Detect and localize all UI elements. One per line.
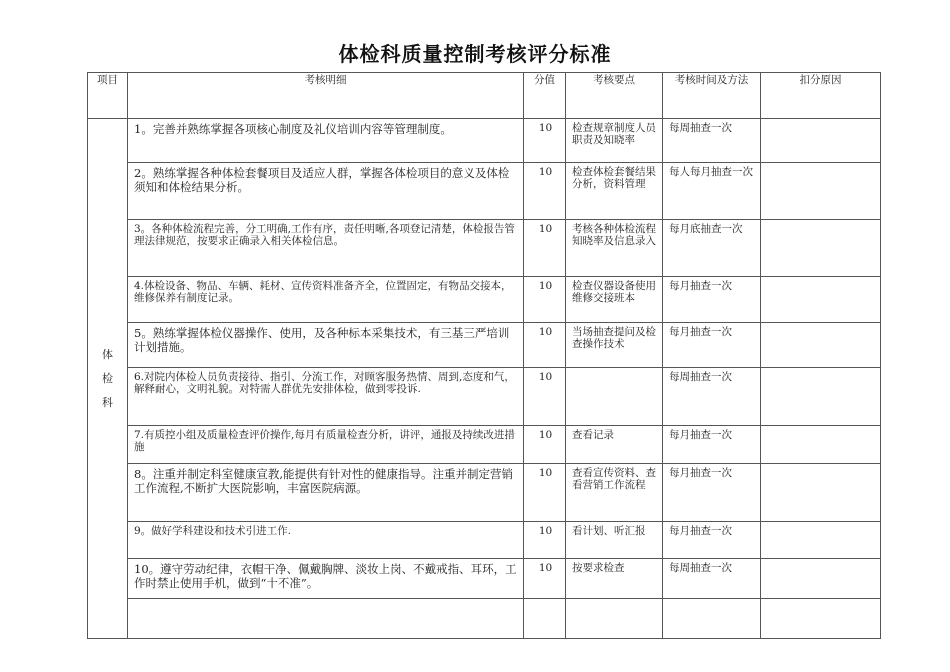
score-cell: 10: [524, 464, 566, 522]
deduction-cell: [761, 163, 881, 220]
header-time-method: 考核时间及方法: [663, 73, 761, 119]
detail-cell: 2。熟练掌握各种体检套餐项目及适应人群，掌握各体检项目的意义及体检须知和体检结果分析。: [128, 163, 524, 220]
points-cell: 检查体检套餐结果分析，资料管理: [566, 163, 663, 220]
detail-cell: 7.有质控小组及质量检查评价操作,每月有质量检查分析，讲评，通报及持续改进措施: [128, 426, 524, 464]
score-cell: 10: [524, 277, 566, 323]
method-cell: 每周抽查一次: [663, 368, 761, 426]
detail-cell: 3。各种体检流程完善，分工明确,工作有序，责任明晰,各项登记清楚，体检报告管理法律规范，按要求正确录入相关体检信息。: [128, 220, 524, 277]
table-row: [88, 464, 881, 522]
deduction-cell: [761, 464, 881, 522]
table-row: [88, 119, 881, 163]
method-cell: 每月抽查一次: [663, 323, 761, 368]
points-cell: 检查规章制度人员职责及知晓率: [566, 119, 663, 163]
deduction-cell: [761, 119, 881, 163]
header-points: 考核要点: [566, 73, 663, 119]
score-cell: [524, 599, 566, 639]
score-cell: 10: [524, 119, 566, 163]
table-row: [88, 426, 881, 464]
deduction-cell: [761, 559, 881, 599]
deduction-cell: [761, 426, 881, 464]
score-cell: 10: [524, 559, 566, 599]
points-cell: [566, 368, 663, 426]
method-cell: [663, 599, 761, 639]
header-score: 分值: [524, 73, 566, 119]
method-cell: 每月抽查一次: [663, 464, 761, 522]
department-label: 体检科: [102, 347, 113, 409]
points-cell: [566, 599, 663, 639]
header-detail: 考核明细: [128, 73, 524, 119]
table-row: [88, 522, 881, 559]
deduction-cell: [761, 277, 881, 323]
method-cell: 每月抽查一次: [663, 426, 761, 464]
page-title: 体检科质量控制考核评分标准: [338, 42, 612, 66]
points-cell: 当场抽查提问及检查操作技术: [566, 323, 663, 368]
detail-cell: 4.体检设备、物品、车辆、耗材、宣传资料准备齐全，位置固定，有物品交接本， 维修保养有制度记录。: [128, 277, 524, 323]
points-cell: 查看宣传资料、查看营销工作流程: [566, 464, 663, 522]
table-row: [88, 220, 881, 277]
points-cell: 检查仪器设备使用维修交接班本: [566, 277, 663, 323]
detail-cell: 8。注重并制定科室健康宣教,能提供有针对性的健康指导。注重并制定营销工作流程,不断扩大医院影响，丰富医院病源。: [128, 464, 524, 522]
score-cell: 10: [524, 220, 566, 277]
department-cell: [88, 119, 128, 639]
deduction-cell: [761, 220, 881, 277]
method-cell: 每周抽查一次: [663, 559, 761, 599]
detail-cell: 6.对院内体检人员负责接待、指引、分流工作，对顾客服务热情、周到,态度和气，解释耐心，文明礼貌。对特需人群优先安排体检，做到零投诉.: [128, 368, 524, 426]
table-row: [88, 368, 881, 426]
score-cell: 10: [524, 368, 566, 426]
points-cell: 考核各种体检流程知晓率及信息录入: [566, 220, 663, 277]
detail-cell: [128, 599, 524, 639]
header-item: 项目: [88, 73, 128, 119]
score-cell: 10: [524, 522, 566, 559]
table-header-row: [88, 73, 881, 119]
header-deduction: 扣分原因: [761, 73, 881, 119]
table-row: [88, 323, 881, 368]
method-cell: 每人每月抽查一次: [663, 163, 761, 220]
deduction-cell: [761, 323, 881, 368]
method-cell: 每月底抽查一次: [663, 220, 761, 277]
score-cell: 10: [524, 426, 566, 464]
scoring-table: [87, 72, 881, 639]
detail-cell: 10。遵守劳动纪律，衣帽干净、佩戴胸牌、淡妆上岗、不戴戒指、耳环，工作时禁止使用手机，做到“十不准”。: [128, 559, 524, 599]
method-cell: 每月抽查一次: [663, 522, 761, 559]
deduction-cell: [761, 522, 881, 559]
deduction-cell: [761, 599, 881, 639]
points-cell: 看计划、听汇报: [566, 522, 663, 559]
points-cell: 按要求检查: [566, 559, 663, 599]
table-row: [88, 163, 881, 220]
score-cell: 10: [524, 163, 566, 220]
table-row: [88, 599, 881, 639]
detail-cell: 9。做好学科建设和技术引进工作.: [128, 522, 524, 559]
deduction-cell: [761, 368, 881, 426]
detail-cell: 1。完善并熟练掌握各项核心制度及礼仪培训内容等管理制度。: [128, 119, 524, 163]
table-row: [88, 559, 881, 599]
score-cell: 10: [524, 323, 566, 368]
detail-cell: 5。熟练掌握体检仪器操作、使用，及各种标本采集技术，有三基三严培训计划措施。: [128, 323, 524, 368]
method-cell: 每月抽查一次: [663, 277, 761, 323]
points-cell: 查看记录: [566, 426, 663, 464]
table-row: [88, 277, 881, 323]
method-cell: 每周抽查一次: [663, 119, 761, 163]
